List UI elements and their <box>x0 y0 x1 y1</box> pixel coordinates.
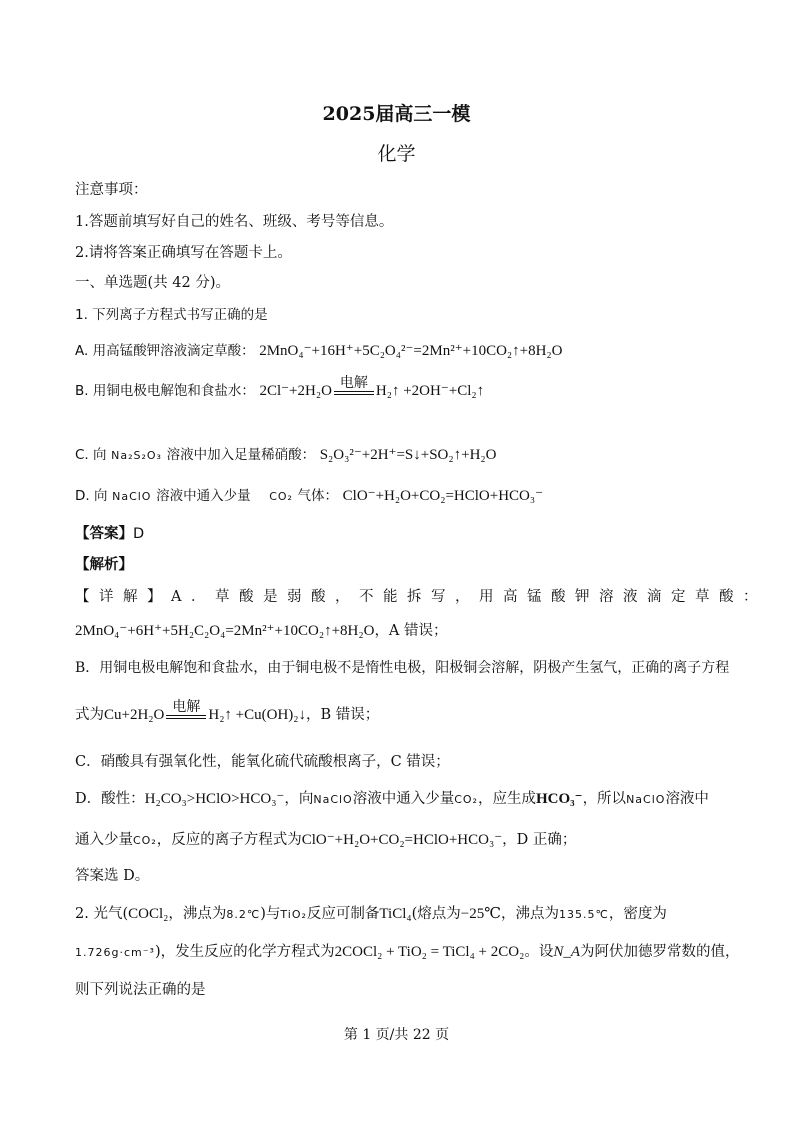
notice-item-2: 2.请将答案正确填写在答题卡上。 <box>75 245 292 261</box>
answer-label: 【答案】 <box>75 525 133 542</box>
formula-co2: CO₂ <box>454 793 478 806</box>
section-heading: 一、单选题(共 42 分)。 <box>75 275 230 291</box>
formula-hco3: HCO₃⁻ <box>535 791 583 807</box>
question-2-line-3: 则下列说法正确的是 <box>75 982 206 998</box>
question-1-option-a <box>75 339 563 360</box>
q2-text-h: ，密度为 <box>608 906 667 922</box>
value-boiling-cocl2: 8.2℃ <box>226 908 261 921</box>
option-d-equation: ClO⁻+H₂O+CO₂=HClO+HCO₃⁻ <box>342 488 544 504</box>
q2-text-k: 为阿伏加德罗常数的值， <box>580 944 740 960</box>
q2-text-c: )与 <box>260 906 281 922</box>
detail-equation-b-right: H₂↑ +Cu(OH)₂↓ <box>208 707 307 723</box>
detail-line-6 <box>75 787 709 808</box>
question-1-option-d <box>75 484 543 505</box>
detail-line-7-c: ，D 正确； <box>502 832 577 848</box>
analysis-label: 【解析】 <box>75 556 133 573</box>
detail-line-6-a: D．酸性： <box>75 791 145 807</box>
option-c-text-2: 溶液中加入足量稀硝酸： <box>166 447 316 463</box>
page-footer: 第 1 页/共 22 页 <box>343 1027 450 1043</box>
option-c-equation: S₂O₃²⁻+2H⁺=S↓+SO₂↑+H₂O <box>319 447 497 463</box>
option-b-equation-right: H₂↑ +2OH⁻+Cl₂↑ <box>375 383 485 399</box>
question-2-line-1 <box>75 902 667 923</box>
formula-ticl4: TiCl₄ <box>379 906 412 922</box>
detail-line-2 <box>75 619 448 640</box>
question-2-line-2 <box>75 940 740 961</box>
answer-value: D <box>133 526 145 542</box>
option-d-formula-2: CO₂ <box>269 490 293 503</box>
formula-naclo: NaClO <box>313 793 353 806</box>
value-melting-ticl4: −25℃ <box>460 906 502 922</box>
question-1-option-c <box>75 443 496 464</box>
detail-line-6-b: ，向 <box>284 791 314 807</box>
detail-line-1: 【详解】A．草酸是弱酸，不能拆写，用高锰酸钾溶液滴定草酸： <box>75 589 767 605</box>
option-d-formula: NaClO <box>112 490 152 503</box>
q2-text-d: 反应可制备 <box>306 906 380 922</box>
detail-equation-a: 2MnO₄⁻+6H⁺+5H₂C₂O₄=2Mn²⁺+10CO₂↑+8H₂O <box>75 623 375 639</box>
question-1-option-b <box>75 376 484 400</box>
q2-text-a: 2. 光气( <box>75 906 129 922</box>
option-b-text: B. 用铜电极电解饱和食盐水： <box>75 383 255 399</box>
formula-co2-2: CO₂ <box>133 834 157 847</box>
detail-line-4 <box>75 700 379 724</box>
acidity-order: H₂CO₃>HClO>HCO₃⁻ <box>144 791 285 807</box>
value-density: 1.726g·cm⁻³ <box>75 946 155 959</box>
condition-label-2: 电解 <box>172 699 201 715</box>
electrolysis-condition <box>334 376 374 400</box>
answer-line <box>75 522 144 543</box>
detail-line-6-d: ，应生成 <box>477 791 536 807</box>
subject-title: 化学 <box>377 143 416 165</box>
option-d-text-2: 溶液中通入少量 <box>156 488 251 504</box>
option-d-text: D. 向 <box>75 488 108 504</box>
formula-cocl2: COCl₂ <box>128 906 169 922</box>
equals-bar <box>334 391 374 395</box>
q2-text-i: )，发生反应的化学方程式为 <box>154 944 335 960</box>
equals-bar-2 <box>166 715 206 719</box>
option-c-text: C. 向 <box>75 447 107 463</box>
value-boiling-ticl4: 135.5℃ <box>559 908 609 921</box>
avogadro-symbol: N_A <box>553 944 580 960</box>
notice-heading: 注意事项： <box>75 182 148 198</box>
detail-line-3: B．用铜电极电解饱和食盐水，由于铜电极不是惰性电极，阳极铜会溶解，阴极产生氢气，正确的离子方程 <box>75 660 730 676</box>
detail-line-6-e: ，所以 <box>582 791 627 807</box>
conclusion: 答案选 D。 <box>75 868 150 884</box>
detail-line-2-text: ，A 错误； <box>374 623 448 639</box>
detail-equation-b-left: Cu+2H₂O <box>104 707 165 723</box>
detail-line-7-a: 通入少量 <box>75 832 133 848</box>
q2-text-g: ，沸点为 <box>501 906 560 922</box>
q2-text-j: 。设 <box>524 944 554 960</box>
option-a-text: A. 用高锰酸钾溶液滴定草酸： <box>75 343 255 359</box>
option-a-equation: 2MnO₄⁻+16H⁺+5C₂O₄²⁻=2Mn²⁺+10CO₂↑+8H₂O <box>259 343 563 359</box>
detail-line-7-b: ，反应的离子方程式为 <box>156 832 302 848</box>
formula-naclo-2: NaClO <box>626 793 666 806</box>
q2-text-b: ，沸点为 <box>168 906 227 922</box>
notice-item-1: 1.答题前填写好自己的姓名、班级、考号等信息。 <box>75 214 394 230</box>
detail-line-7 <box>75 828 576 849</box>
q2-text-e: (熔点为 <box>411 906 461 922</box>
option-d-text-3: 气体： <box>297 488 339 504</box>
electrolysis-condition-2 <box>166 700 206 724</box>
option-c-formula: Na₂S₂O₃ <box>111 449 162 462</box>
option-b-equation-left: 2Cl⁻+2H₂O <box>259 383 332 399</box>
question-1-stem: 1. 下列离子方程式书写正确的是 <box>75 307 268 323</box>
detail-line-4-text: 式为 <box>75 707 104 723</box>
detail-equation-d: ClO⁻+H₂O+CO₂=HClO+HCO₃⁻ <box>301 832 503 848</box>
detail-line-6-g: 溶液中 <box>665 791 709 807</box>
detail-line-5: C．硝酸具有强氧化性，能氧化硫代硫酸根离子，C 错误； <box>75 754 450 770</box>
reaction-equation: 2COCl₂ + TiO₂ = TiCl₄ + 2CO₂ <box>334 944 525 960</box>
detail-line-6-c: 溶液中通入少量 <box>352 791 455 807</box>
formula-tio2: TiO₂ <box>280 908 307 921</box>
page-title: 2025届高三一模 <box>322 103 471 125</box>
detail-line-4-end: ，B 错误； <box>306 707 380 723</box>
condition-label: 电解 <box>339 375 368 391</box>
